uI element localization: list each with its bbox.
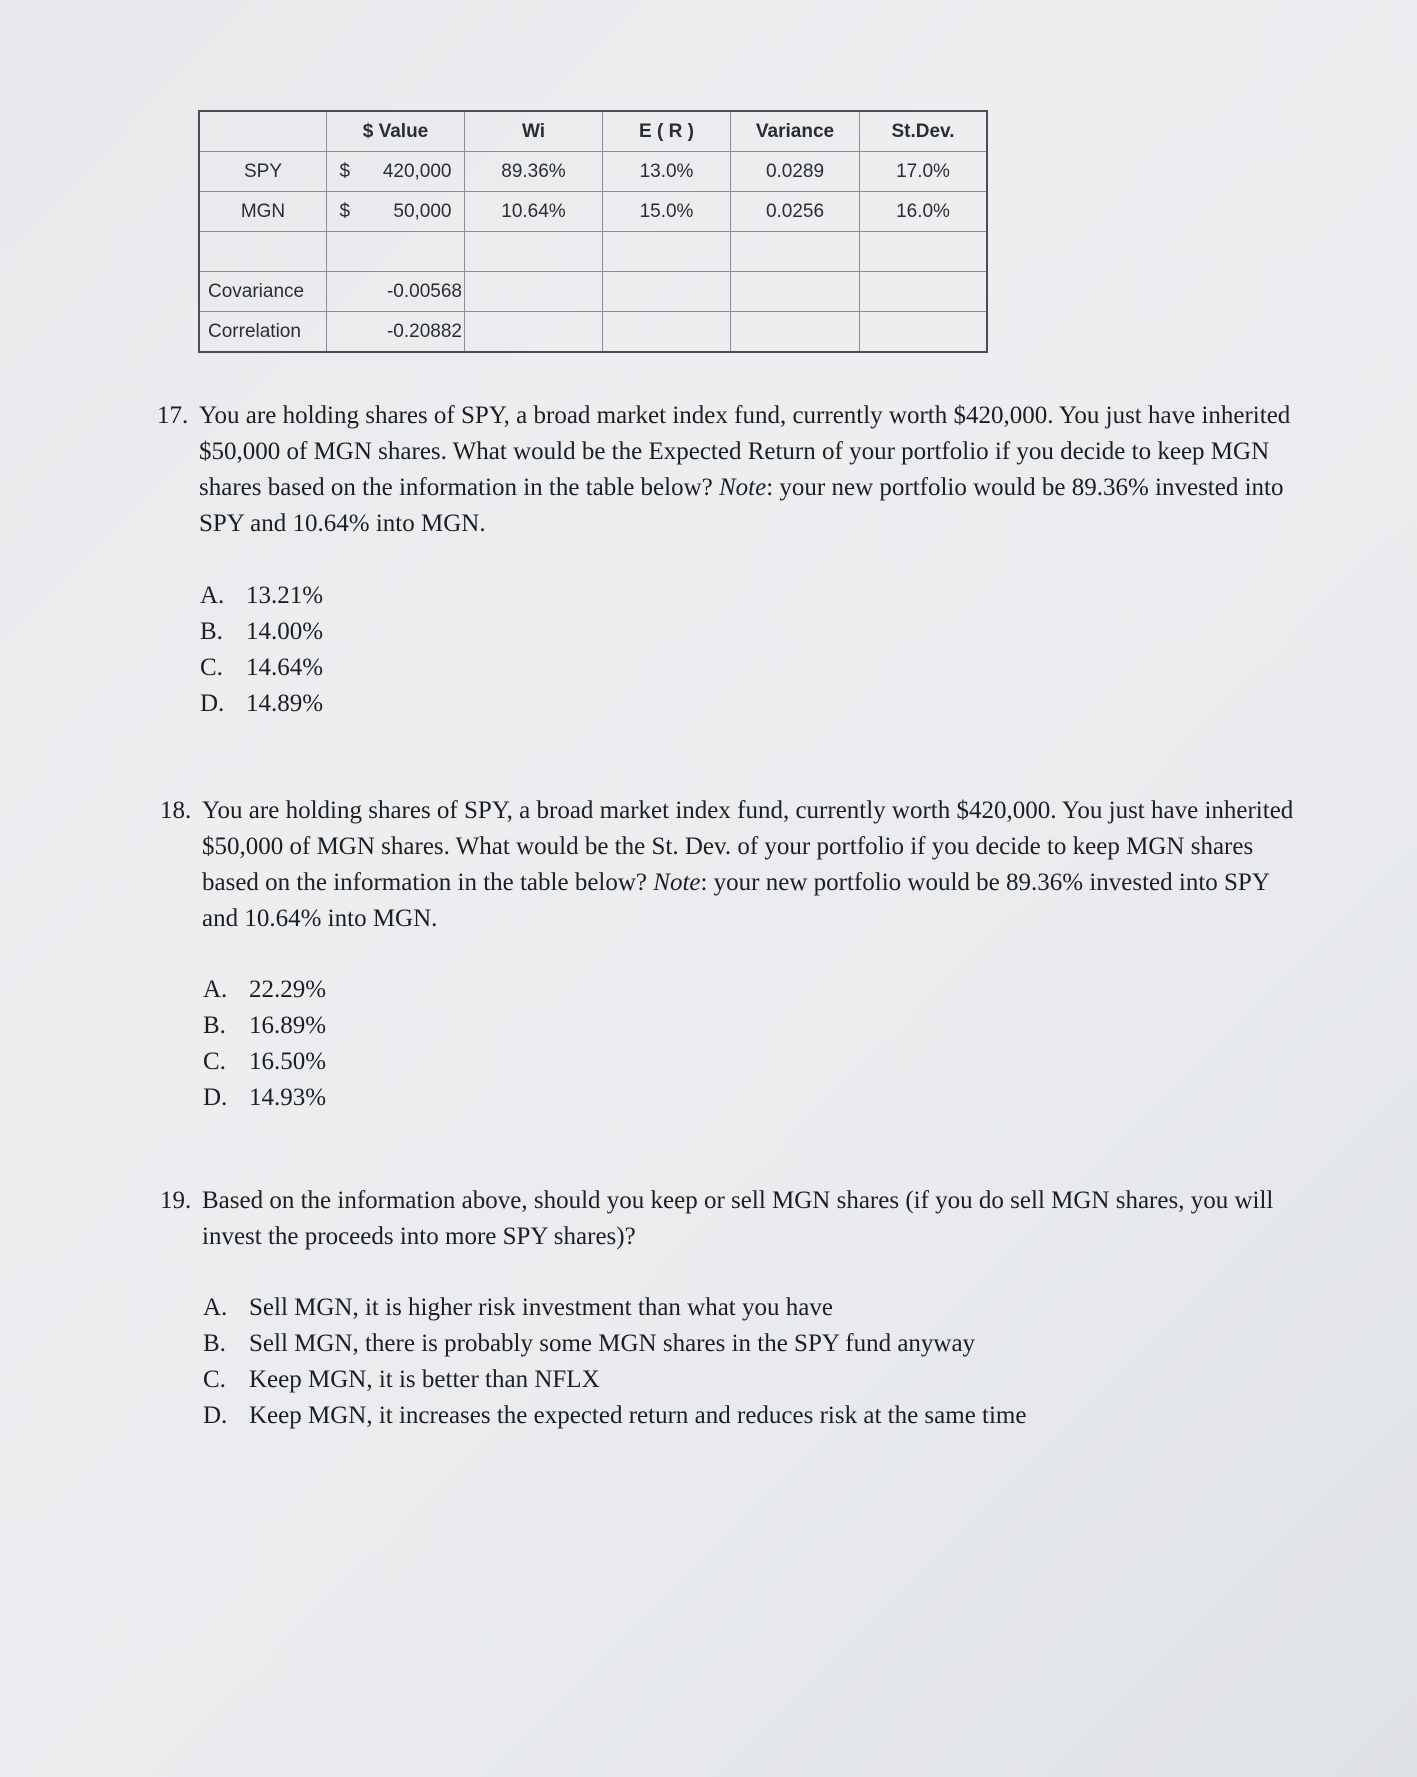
answer-option[interactable] (200, 578, 323, 614)
value-cell (327, 152, 465, 192)
question-17 (157, 398, 1307, 542)
option-letter: D. (200, 690, 225, 717)
empty-cell (731, 232, 860, 272)
dollar-sign: $ (339, 200, 351, 222)
correlation-label: Correlation (199, 312, 327, 353)
option-letter: C. (203, 1366, 226, 1393)
answer-option[interactable] (200, 686, 323, 722)
option-letter: B. (203, 1012, 226, 1039)
option-letter: B. (203, 1330, 226, 1357)
question-text (202, 793, 1310, 937)
answer-option[interactable] (203, 1290, 1026, 1326)
header-cell: Wi (465, 111, 603, 152)
header-cell (199, 111, 327, 152)
table-row (199, 312, 987, 353)
dollar-sign: $ (339, 160, 351, 182)
note-text: : your new portfolio would be 89.36% invested into SPY and 10.64% into MGN. (202, 869, 1269, 932)
empty-cell (603, 232, 731, 272)
option-text: Sell MGN, it is higher risk investment than what you have (249, 1294, 833, 1321)
empty-cell (603, 312, 731, 353)
header-cell: St.Dev. (860, 111, 988, 152)
table-row (199, 272, 987, 312)
expected-return-cell: 13.0% (603, 152, 731, 192)
variance-cell: 0.0289 (731, 152, 860, 192)
header-cell: E ( R ) (603, 111, 731, 152)
answer-option[interactable] (203, 1326, 1026, 1362)
option-text: 13.21% (246, 582, 324, 609)
answer-option[interactable] (203, 1362, 1026, 1398)
note-label: Note (653, 869, 701, 896)
question-number: 19. (160, 1187, 192, 1214)
table-row-empty (199, 232, 987, 272)
table-row (199, 192, 987, 232)
question-body: You are holding shares of SPY, a broad market index fund, currently worth $420,000. You just have inherited $50,000 of MGN shares. What would be the St. Dev. of your portfolio if you decide to keep MGN shares based on the information in the table below? (202, 797, 1294, 896)
empty-cell (465, 272, 603, 312)
option-letter: B. (200, 618, 223, 645)
portfolio-table (198, 110, 988, 353)
option-text: Sell MGN, there is probably some MGN shares in the SPY fund anyway (249, 1330, 976, 1357)
covariance-label: Covariance (199, 272, 327, 312)
empty-cell (731, 272, 860, 312)
empty-cell (860, 272, 988, 312)
empty-cell (731, 312, 860, 353)
empty-cell (860, 312, 988, 353)
expected-return-cell: 15.0% (603, 192, 731, 232)
empty-cell (465, 232, 603, 272)
question-number: 18. (160, 797, 192, 824)
question-19 (160, 1183, 1280, 1255)
option-text: 16.50% (249, 1048, 327, 1075)
empty-cell (603, 272, 731, 312)
value-cell (327, 192, 465, 232)
question-18 (160, 793, 1310, 937)
answer-option[interactable] (203, 1008, 326, 1044)
amount: 50,000 (393, 200, 452, 222)
weight-cell: 10.64% (465, 192, 603, 232)
option-text: 14.00% (246, 618, 324, 645)
option-letter: C. (203, 1048, 226, 1075)
answer-option[interactable] (203, 1080, 326, 1116)
answer-option[interactable] (200, 614, 323, 650)
header-cell: Variance (731, 111, 860, 152)
option-text: Keep MGN, it increases the expected return and reduces risk at the same time (249, 1402, 1027, 1429)
answer-option[interactable] (203, 972, 326, 1008)
amount: 420,000 (382, 160, 452, 182)
option-text: 16.89% (249, 1012, 327, 1039)
question-body: You are holding shares of SPY, a broad market index fund, currently worth $420,000. You just have inherited $50,000 of MGN shares. What would be the Expected Return of your portfolio if you decide to keep MGN shares based on the information in the table below? (199, 402, 1291, 501)
stdev-cell: 16.0% (860, 192, 988, 232)
empty-cell (465, 312, 603, 353)
empty-cell (860, 232, 988, 272)
answer-option[interactable] (203, 1044, 326, 1080)
option-text: 14.89% (246, 690, 324, 717)
question-text: Based on the information above, should you keep or sell MGN shares (if you do sell MGN shares, you will invest the proceeds into more SPY shares)? (202, 1187, 1274, 1250)
question-18-options (203, 972, 326, 1116)
question-number: 17. (157, 402, 189, 429)
table-header-row (199, 111, 987, 152)
table-row (199, 152, 987, 192)
question-17-options (200, 578, 323, 722)
option-text: 22.29% (249, 976, 327, 1003)
note-text: : your new portfolio would be 89.36% invested into SPY and 10.64% into MGN. (199, 474, 1284, 537)
empty-cell (327, 232, 465, 272)
option-letter: D. (203, 1402, 228, 1429)
answer-option[interactable] (200, 650, 323, 686)
option-text: 14.93% (249, 1084, 327, 1111)
covariance-value: -0.00568 (327, 272, 465, 312)
option-letter: A. (200, 582, 225, 609)
option-letter: C. (200, 654, 223, 681)
header-cell: $ Value (327, 111, 465, 152)
option-text: Keep MGN, it is better than NFLX (249, 1366, 600, 1393)
weight-cell: 89.36% (465, 152, 603, 192)
question-text (199, 398, 1307, 542)
row-label: SPY (199, 152, 327, 192)
option-text: 14.64% (246, 654, 324, 681)
option-letter: A. (203, 1294, 228, 1321)
question-19-options (203, 1290, 1026, 1434)
stdev-cell: 17.0% (860, 152, 988, 192)
row-label: MGN (199, 192, 327, 232)
answer-option[interactable] (203, 1398, 1026, 1434)
correlation-value: -0.20882 (327, 312, 465, 353)
empty-cell (199, 232, 327, 272)
variance-cell: 0.0256 (731, 192, 860, 232)
option-letter: A. (203, 976, 228, 1003)
note-label: Note (718, 474, 767, 501)
option-letter: D. (203, 1084, 228, 1111)
